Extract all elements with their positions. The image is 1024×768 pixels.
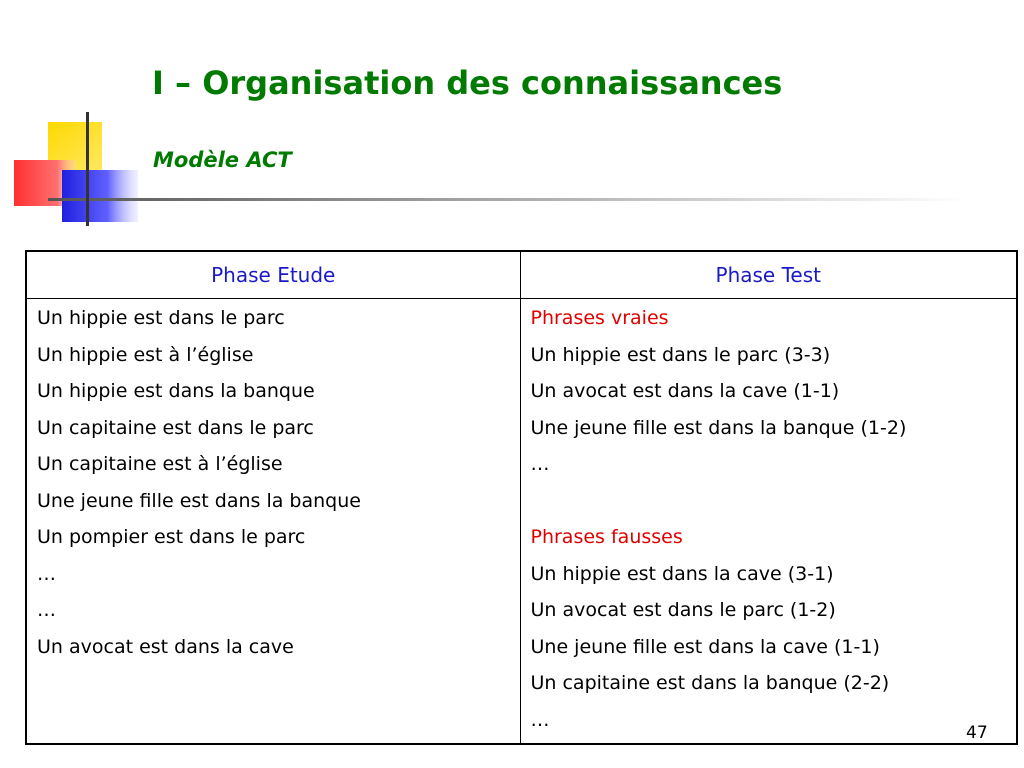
etude-line: Un hippie est dans la banque xyxy=(37,380,315,402)
etude-line: Un avocat est dans la cave xyxy=(37,635,294,658)
etude-line: Un hippie est dans le parc xyxy=(37,307,285,329)
etude-cell xyxy=(26,299,520,745)
slide-subtitle: Modèle ACT xyxy=(153,148,292,172)
test-cell xyxy=(520,299,1017,745)
test-line: Un avocat est dans la cave (1-1) xyxy=(530,380,840,402)
true-sentences-heading: Phrases vraies xyxy=(530,307,669,329)
etude-line: Un capitaine est à l’église xyxy=(37,453,283,475)
corner-decoration xyxy=(0,0,1024,240)
etude-line: Un pompier est dans le parc xyxy=(37,526,306,548)
header-phase-test: Phase Test xyxy=(520,251,1017,299)
table-header-row xyxy=(26,251,1017,299)
test-line: Un hippie est dans le parc (3-3) xyxy=(530,343,831,366)
test-line: Un hippie est dans la cave (3-1) xyxy=(530,562,834,585)
deco-horizontal-line xyxy=(48,198,968,201)
etude-line: … xyxy=(37,599,56,621)
deco-blue-square xyxy=(62,170,138,222)
comparison-table xyxy=(25,250,1018,745)
test-spacer xyxy=(531,488,1007,525)
table-body-row xyxy=(26,299,1017,745)
etude-line: … xyxy=(37,562,56,585)
slide-title: I – Organisation des connaissances xyxy=(152,64,783,102)
false-sentences-heading: Phrases fausses xyxy=(530,526,683,548)
test-line: Une jeune fille est dans la banque (1-2) xyxy=(530,416,907,439)
test-line: Un avocat est dans le parc (1-2) xyxy=(530,599,836,621)
etude-line: Un hippie est à l’église xyxy=(37,343,254,366)
deco-vertical-line xyxy=(86,112,89,226)
test-line: … xyxy=(530,453,550,475)
etude-line: Un capitaine est dans le parc xyxy=(37,416,314,439)
etude-line: Une jeune fille est dans la banque xyxy=(37,489,361,512)
test-line: Une jeune fille est dans la cave (1-1) xyxy=(530,635,880,658)
test-line: … xyxy=(530,708,550,731)
header-phase-etude: Phase Etude xyxy=(26,251,520,299)
test-line: Un capitaine est dans la banque (2-2) xyxy=(530,672,890,694)
page-number: 47 xyxy=(966,723,988,743)
